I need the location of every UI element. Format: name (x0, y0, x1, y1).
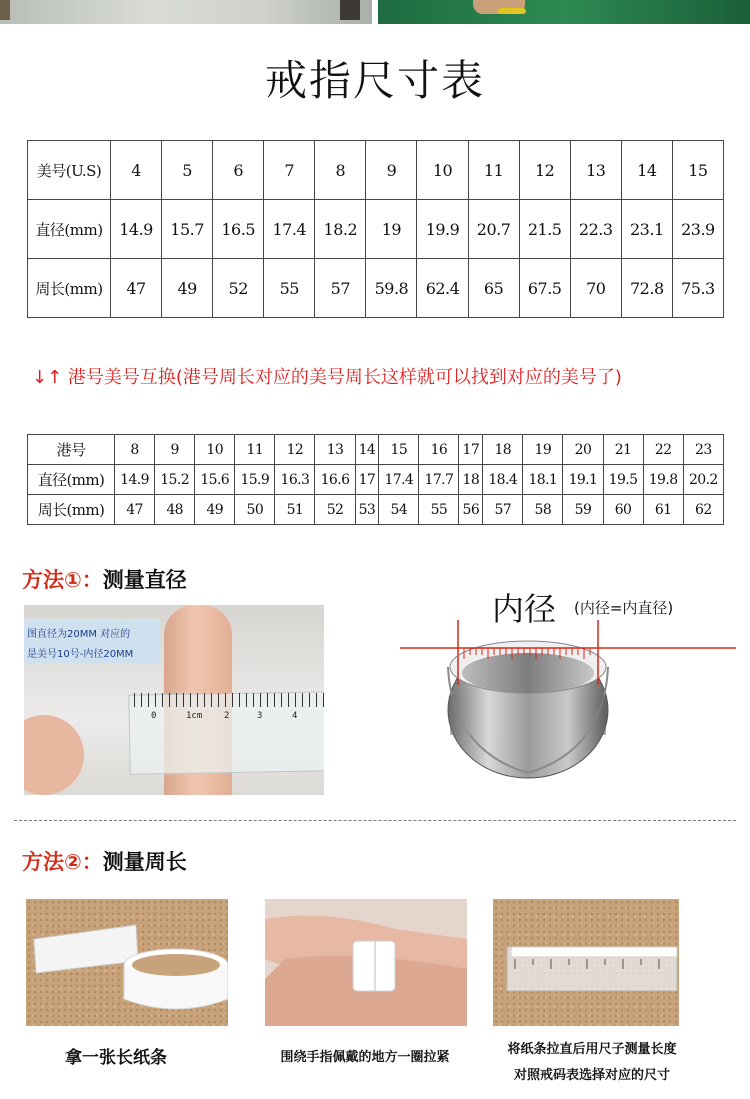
table-cell: 8 (115, 435, 155, 465)
table-cell: 11 (468, 141, 519, 200)
table-cell: 49 (195, 495, 235, 525)
table-cell: 53 (355, 495, 379, 525)
table-cell: 52 (213, 259, 264, 318)
table-cell: 13 (315, 435, 355, 465)
table-cell: 19.9 (417, 200, 468, 259)
table-cell: 54 (379, 495, 419, 525)
table-cell: 18 (459, 465, 483, 495)
finger-ruler-photo (24, 605, 324, 795)
table-cell: 47 (115, 495, 155, 525)
table-cell: 17 (355, 465, 379, 495)
table-cell: 14.9 (115, 465, 155, 495)
step3-caption-line1: 将纸条拉直后用尺子测量长度 (507, 1042, 677, 1057)
table-cell: 75.3 (672, 259, 723, 318)
table-cell: 56 (459, 495, 483, 525)
table-cell: 21.5 (519, 200, 570, 259)
table-cell: 21 (603, 435, 643, 465)
table-cell: 22 (643, 435, 683, 465)
section-divider (14, 820, 736, 821)
table-cell: 47 (111, 259, 162, 318)
table-cell: 20.2 (683, 465, 723, 495)
table-cell: 15.7 (162, 200, 213, 259)
table-cell: 17.4 (379, 465, 419, 495)
table-cell: 18.2 (315, 200, 366, 259)
table-cell: 5 (162, 141, 213, 200)
ring-diagram (400, 575, 740, 805)
table-cell: 57 (483, 495, 523, 525)
table-cell: 48 (155, 495, 195, 525)
table-cell: 10 (417, 141, 468, 200)
table-cell: 20 (563, 435, 603, 465)
photo-caption-box (24, 619, 160, 663)
table-row (28, 141, 724, 200)
photo-caption-line2: 是美号10号-内径20MM (27, 649, 134, 660)
table-cell: 67.5 (519, 259, 570, 318)
table-cell: 11 (235, 435, 275, 465)
ruler-number: 2 (224, 711, 230, 721)
ruler-number: 1cm (186, 711, 203, 721)
row-label: 直径(mm) (28, 200, 111, 259)
table-cell: 23 (683, 435, 723, 465)
page-title: 戒指尺寸表 (264, 56, 485, 105)
table-cell: 72.8 (621, 259, 672, 318)
table-cell: 57 (315, 259, 366, 318)
step2-caption: 围绕手指佩戴的地方一圈拉紧 (280, 1050, 450, 1065)
table-cell: 14.9 (111, 200, 162, 259)
table-cell: 17.4 (264, 200, 315, 259)
row-label: 港号 (28, 435, 115, 465)
table-row (28, 495, 724, 525)
method2-prefix: 方法②： (22, 850, 103, 874)
table-cell: 18.1 (523, 465, 563, 495)
table-cell: 15.9 (235, 465, 275, 495)
table-cell: 16.6 (315, 465, 355, 495)
table-cell: 18.4 (483, 465, 523, 495)
table-cell: 19 (366, 200, 417, 259)
table-cell: 50 (235, 495, 275, 525)
table-row (28, 259, 724, 318)
ruler-number: 0 (151, 711, 157, 721)
table-cell: 19 (523, 435, 563, 465)
ruler-number: 4 (292, 711, 298, 721)
paper-strip-photo (26, 899, 228, 1026)
hk-size-table (27, 434, 724, 525)
conversion-note: ↓↑ 港号美号互换(港号周长对应的美号周长这样就可以找到对应的美号了) (32, 367, 622, 388)
table-cell: 55 (264, 259, 315, 318)
table-cell: 12 (519, 141, 570, 200)
step1-caption: 拿一张长纸条 (65, 1048, 167, 1068)
inner-diameter-note: (内径=内直径) (574, 599, 674, 617)
table-cell: 16.3 (275, 465, 315, 495)
table-cell: 22.3 (570, 200, 621, 259)
method1-text: 测量直径 (102, 568, 187, 592)
table-cell: 4 (111, 141, 162, 200)
table-cell: 14 (355, 435, 379, 465)
top-photo-right (378, 0, 750, 24)
ring-illustration (400, 575, 740, 805)
table-cell: 15 (379, 435, 419, 465)
photo-caption-line1: 图直径为20MM 对应的 (27, 629, 131, 640)
row-label: 周长(mm) (28, 495, 115, 525)
table-cell: 60 (603, 495, 643, 525)
table-row (28, 465, 724, 495)
method2-text: 测量周长 (102, 850, 187, 874)
finger-wrap-photo (265, 899, 467, 1026)
table-cell: 23.1 (621, 200, 672, 259)
table-cell: 13 (570, 141, 621, 200)
row-label: 周长(mm) (28, 259, 111, 318)
table-cell: 16.5 (213, 200, 264, 259)
table-row (28, 435, 724, 465)
method2-heading (22, 846, 187, 876)
table-row (28, 200, 724, 259)
table-cell: 49 (162, 259, 213, 318)
step3-caption-line2: 对照戒码表选择对应的尺寸 (513, 1068, 670, 1083)
table-cell: 58 (523, 495, 563, 525)
table-cell: 14 (621, 141, 672, 200)
table-cell: 9 (155, 435, 195, 465)
us-size-table (27, 140, 724, 318)
top-photo-left (0, 0, 372, 24)
table-cell: 17 (459, 435, 483, 465)
table-cell: 15 (672, 141, 723, 200)
table-cell: 18 (483, 435, 523, 465)
table-cell: 9 (366, 141, 417, 200)
table-cell: 12 (275, 435, 315, 465)
table-cell: 61 (643, 495, 683, 525)
table-cell: 55 (419, 495, 459, 525)
table-cell: 6 (213, 141, 264, 200)
table-cell: 19.5 (603, 465, 643, 495)
table-cell: 70 (570, 259, 621, 318)
inner-diameter-label: 内径 (492, 590, 557, 628)
table-cell: 23.9 (672, 200, 723, 259)
ruler-measure-photo (493, 899, 679, 1026)
table-cell: 65 (468, 259, 519, 318)
table-cell: 59.8 (366, 259, 417, 318)
table-cell: 10 (195, 435, 235, 465)
table-cell: 17.7 (419, 465, 459, 495)
table-cell: 7 (264, 141, 315, 200)
table-cell: 19.8 (643, 465, 683, 495)
row-label: 直径(mm) (28, 465, 115, 495)
table-cell: 20.7 (468, 200, 519, 259)
table-cell: 16 (419, 435, 459, 465)
ruler-number: 3 (257, 711, 263, 721)
table-cell: 62 (683, 495, 723, 525)
table-cell: 19.1 (563, 465, 603, 495)
table-cell: 59 (563, 495, 603, 525)
table-cell: 15.2 (155, 465, 195, 495)
method1-heading (22, 564, 187, 594)
table-cell: 52 (315, 495, 355, 525)
table-cell: 15.6 (195, 465, 235, 495)
table-cell: 8 (315, 141, 366, 200)
method1-prefix: 方法①： (22, 568, 103, 592)
table-cell: 62.4 (417, 259, 468, 318)
row-label: 美号(U.S) (28, 141, 111, 200)
table-cell: 51 (275, 495, 315, 525)
